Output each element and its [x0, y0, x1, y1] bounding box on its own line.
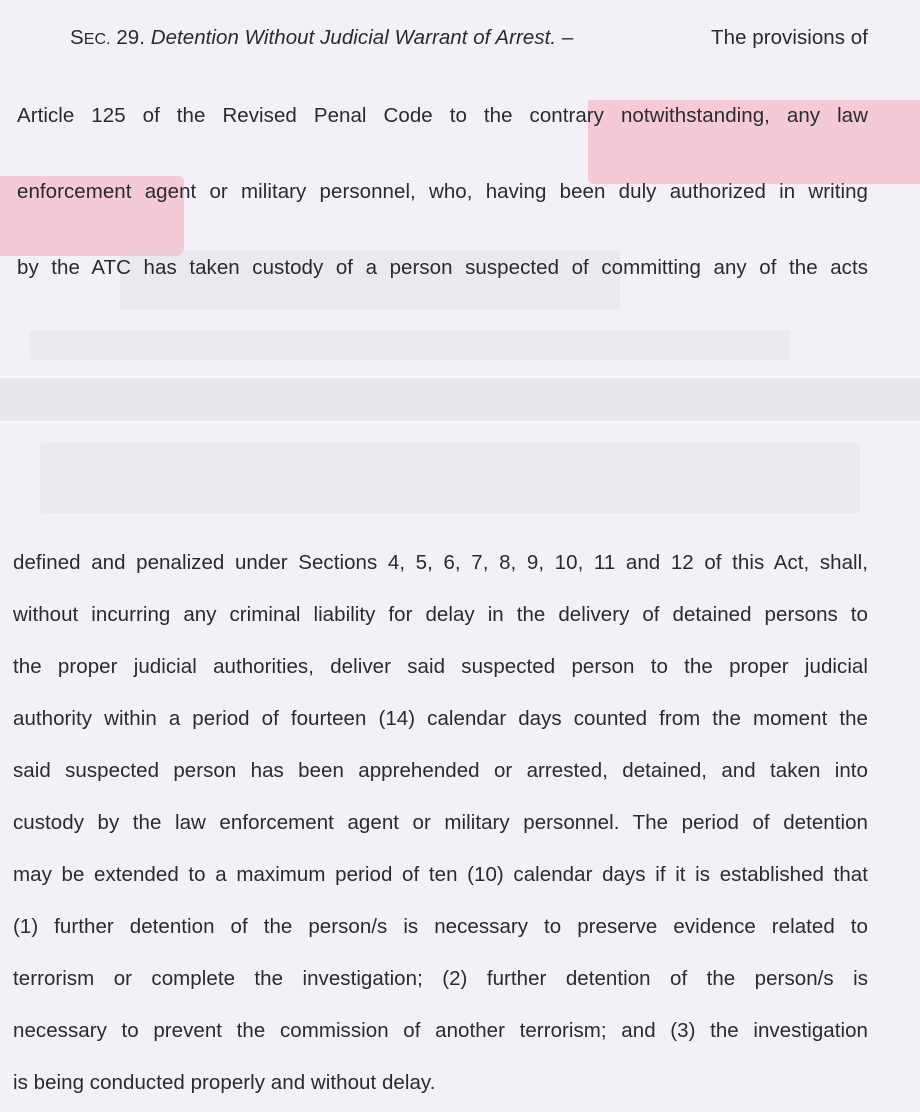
text-line: said suspected person has been apprehended or arrested, detained, and taken into [13, 759, 868, 782]
text-line: defined and penalized under Sections 4, 5, 6, 7, 8, 9, 10, 11 and 12 of this Act, shall, [13, 551, 868, 574]
text-line-last: is being conducted properly and without delay. [13, 1071, 436, 1094]
text-line: without incurring any criminal liability for delay in the delivery of detained persons to [13, 603, 868, 626]
section-number: 29. [116, 26, 145, 49]
text-line: authority within a period of fourteen (14) calendar days counted from the moment the [13, 707, 868, 730]
text-line: custody by the law enforcement agent or military personnel. The period of detention [13, 811, 868, 834]
section-title: Detention Without Judicial Warrant of Arrest. [150, 26, 557, 49]
section-dash: – [561, 26, 574, 49]
page-gap-edge [0, 376, 920, 378]
text-line: Article 125 of the Revised Penal Code to the contrary notwithstanding, any law [17, 104, 868, 127]
text-line: enforcement agent or military personnel, who, having been duly authorized in writing [17, 180, 868, 203]
document-page-top [0, 0, 920, 376]
section-heading-line [70, 26, 868, 52]
text-line: (1) further detention of the person/s is necessary to preserve evidence related to [13, 915, 868, 938]
text-line: The provisions of [711, 26, 868, 49]
section-label: SEC. 29. Detention Without Judicial Warrant of Arrest. – [70, 26, 574, 49]
text-line: necessary to prevent the commission of another terrorism; and (3) the investigation [13, 1019, 868, 1042]
scan-smudge [30, 330, 790, 360]
text-line: the proper judicial authorities, deliver said suspected person to the proper judicial [13, 655, 868, 678]
text-line: terrorism or complete the investigation; (2) further detention of the person/s is [13, 967, 868, 990]
text-line: may be extended to a maximum period of ten (10) calendar days if it is established that [13, 863, 868, 886]
scan-smudge [40, 443, 860, 513]
text-line: by the ATC has taken custody of a person suspected of committing any of the acts [17, 256, 868, 279]
page-gap [0, 376, 920, 423]
document-page-bottom [0, 423, 920, 1112]
